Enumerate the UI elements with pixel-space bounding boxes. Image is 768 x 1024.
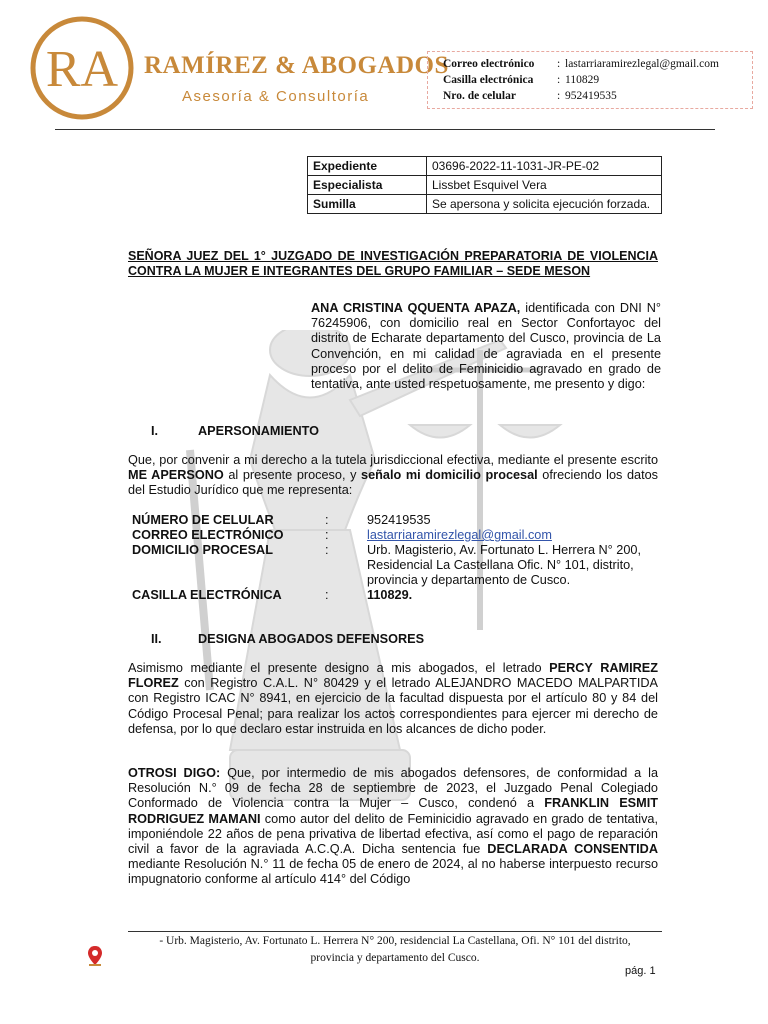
firm-name: RAMÍREZ & ABOGADOS bbox=[144, 52, 449, 79]
logo-initials: RA bbox=[45, 41, 119, 98]
contact-email: lastarriaramirezlegal@gmail.com bbox=[565, 58, 719, 70]
footer-address: - Urb. Magisterio, Av. Fortunato L. Herrera N° 200, residencial La Castellana, Ofi. N° 101 del distrito, provincia y departamento del Cusco. bbox=[159, 935, 631, 964]
map-pin-icon bbox=[86, 945, 104, 967]
contact-casilla: 110829 bbox=[565, 74, 600, 86]
contact-phone: 952419535 bbox=[565, 90, 617, 102]
specialist-name: Lissbet Esquivel Vera bbox=[427, 176, 662, 195]
data-row-casilla: CASILLA ELECTRÓNICA bbox=[132, 588, 282, 602]
contact-label: Correo electrónico bbox=[443, 58, 535, 70]
table-row bbox=[308, 176, 662, 195]
address-value: Urb. Magisterio, Av. Fortunato L. Herrera N° 200, Residencial La Castellana Ofic. N° 101, distrito, provincia y departamento de Cusco. bbox=[367, 543, 641, 588]
firm-logo bbox=[30, 16, 134, 120]
case-label: Sumilla bbox=[308, 195, 427, 214]
data-row-address: DOMICILIO PROCESAL bbox=[132, 543, 273, 557]
contact-casilla-row: Casilla electrónica : 110829 bbox=[443, 74, 600, 86]
section-number: II. bbox=[151, 632, 162, 646]
phone-value: 952419535 bbox=[367, 513, 431, 527]
firm-subtitle: Asesoría & Consultoría bbox=[182, 88, 370, 105]
case-label: Especialista bbox=[308, 176, 427, 195]
section-number: I. bbox=[151, 424, 159, 438]
email-link[interactable]: lastarriaramirezlegal@gmail.com bbox=[367, 528, 552, 542]
case-label: Expediente bbox=[308, 157, 427, 176]
footer-divider bbox=[128, 931, 662, 932]
page-number: pág. 1 bbox=[625, 965, 656, 977]
data-row-email: CORREO ELECTRÓNICO bbox=[132, 528, 284, 542]
table-row bbox=[308, 157, 662, 176]
contact-label: Casilla electrónica bbox=[443, 74, 534, 86]
data-row-phone: NÚMERO DE CELULAR bbox=[132, 513, 274, 527]
otrosi-paragraph: OTROSI DIGO: Que, por intermedio de mis abogados defensores, de conformidad a la Resolución N.° 09 de fecha 28 de septiembre de 2023, el Juzgado Penal Colegiado Conformado de Violencia contra la Mujer – Cusco, condenó a FRANKLIN ESMIT RODRIGUEZ MAMANI como autor del delito de Feminicidio agravado en grado de tentativa, imponiéndole 22 años de pena privativa de libertad efectiva, así como el pago de reparación civil a favor de la agraviada A.C.Q.A. Dicha sentencia fue DECLARADA CONSENTIDA mediante Resolución N.° 11 de fecha 05 de enero de 2024, al no haberse interpuesto recurso impugnatorio conforme al artículo 414° del Código bbox=[128, 766, 658, 887]
header-divider bbox=[55, 129, 715, 130]
case-info-table bbox=[307, 156, 662, 214]
section1-paragraph: Que, por convenir a mi derecho a la tutela jurisdiccional efectiva, mediante el presente escrito ME APERSONO al presente proceso, y señalo mi domicilio procesal ofreciendo los datos del Estudio Jurídico que me representa: bbox=[128, 453, 658, 498]
section2-paragraph: Asimismo mediante el presente designo a mis abogados, el letrado PERCY RAMIREZ FLOREZ con Registro C.A.L. N° 80429 y el letrado ALEJANDRO MACEDO MALPARTIDA con Registro ICAC N° 8941, en ejercicio de la facultad dispuesta por el artículo 80 y 84 del Código Procesal Penal; para realizar los actos correspondientes para ejercer mi derecho de defensa, por lo que declaro estar instruida en los alcances de dicho poder. bbox=[128, 661, 658, 736]
case-number: 03696-2022-11-1031-JR-PE-02 bbox=[427, 157, 662, 176]
contact-box bbox=[427, 51, 753, 109]
addressee-heading: SEÑORA JUEZ DEL 1° JUZGADO DE INVESTIGACIÓN PREPARATORIA DE VIOLENCIA CONTRA LA MUJER E INTEGRANTES DEL GRUPO FAMILIAR – SEDE MESON bbox=[128, 249, 658, 278]
section-title: DESIGNA ABOGADOS DEFENSORES bbox=[198, 632, 425, 646]
table-row bbox=[308, 195, 662, 214]
contact-phone-row: Nro. de celular : 952419535 bbox=[443, 90, 617, 102]
intro-paragraph: ANA CRISTINA QQUENTA APAZA, identificada con DNI N° 76245906, con domicilio real en Sector Confortayoc del distrito de Echarate departamento del Cusco, provincia de La Convención, en mi calidad de agraviada en el presente proceso por el delito de Feminicidio agravado en grado de tentativa, ante usted respetuosamente, me presento y digo: bbox=[311, 301, 661, 392]
casilla-value: 110829. bbox=[367, 588, 413, 602]
contact-label: Nro. de celular bbox=[443, 90, 516, 102]
summary-text: Se apersona y solicita ejecución forzada. bbox=[427, 195, 662, 214]
contact-email-row: Correo electrónico : lastarriaramirezlegal@gmail.com bbox=[443, 58, 719, 70]
petitioner-name: ANA CRISTINA QQUENTA APAZA, bbox=[311, 301, 521, 315]
section-title: APERSONAMIENTO bbox=[198, 424, 320, 438]
